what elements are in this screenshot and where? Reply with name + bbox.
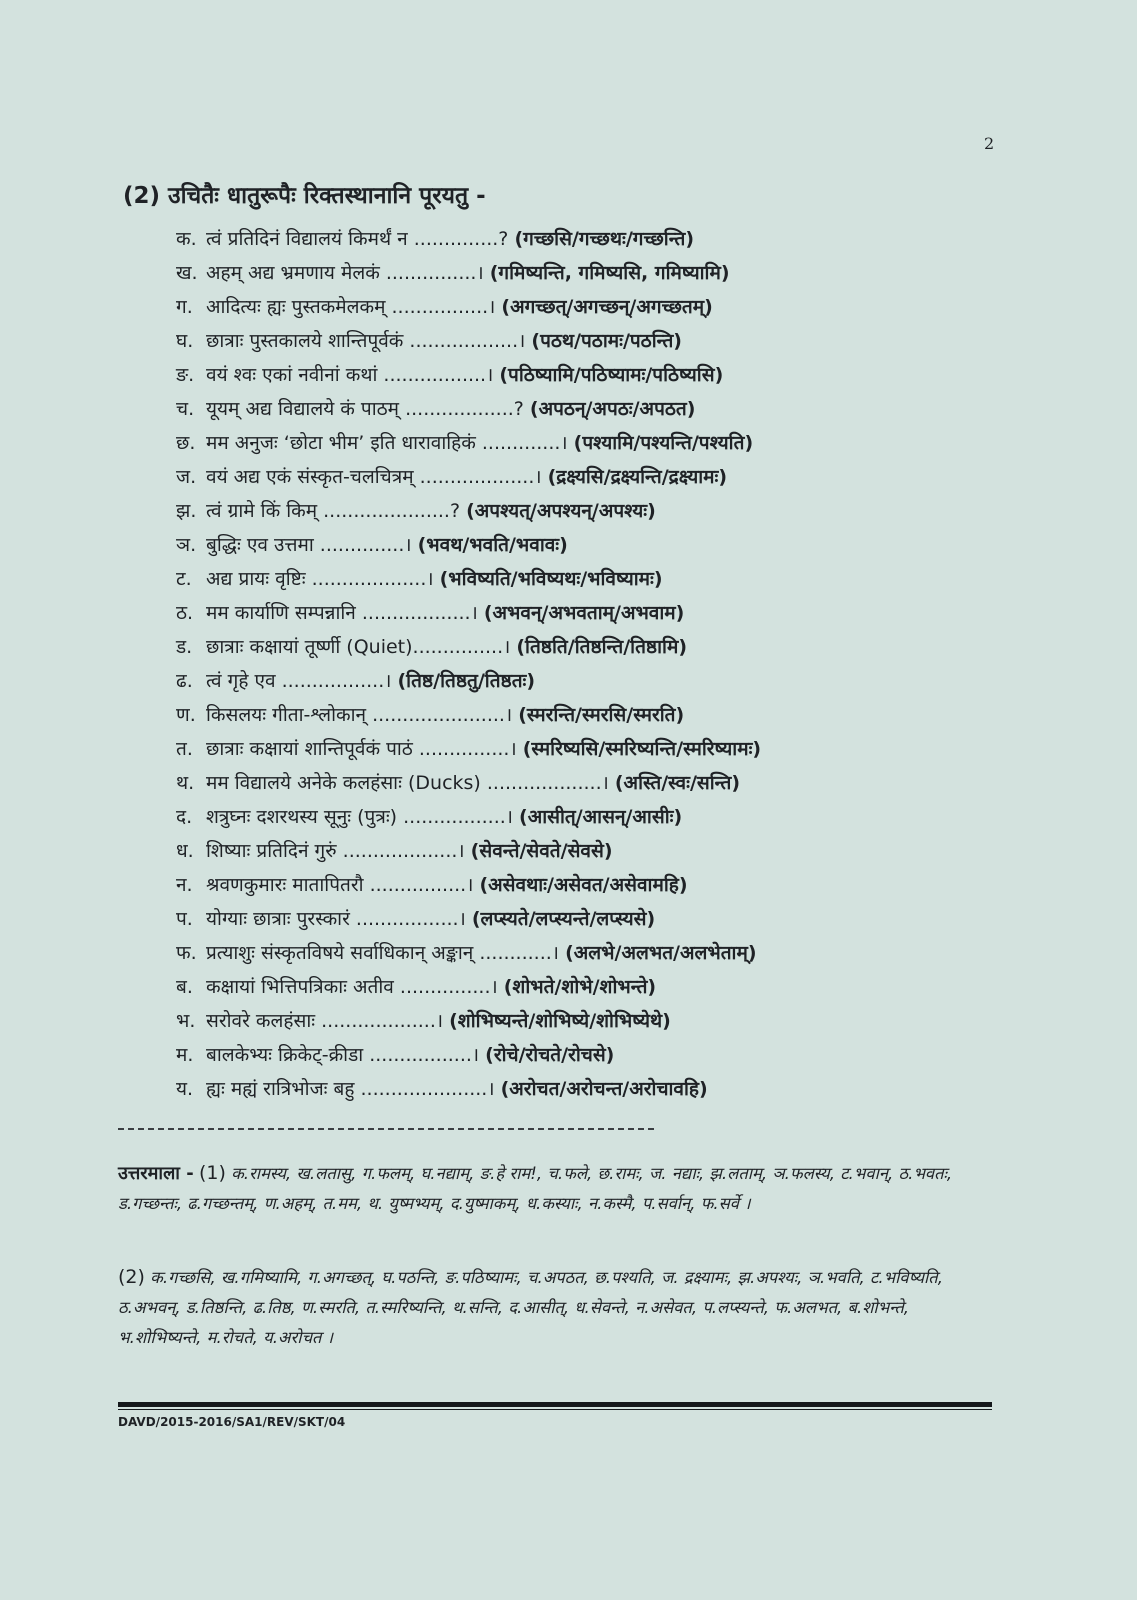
question-text: कक्षायां भित्तिपत्रिकाः अतीव ...............।: [206, 976, 498, 998]
question-options: (तिष्ठति/तिष्ठन्ति/तिष्ठामि): [516, 636, 688, 658]
question-options: (भवथ/भवति/भवावः): [417, 534, 568, 556]
question-letter: न.: [176, 874, 193, 896]
question-text: शत्रुघ्नः दशरथस्य सूनुः (पुत्रः) .................।: [206, 806, 513, 828]
question-letter: छ.: [176, 432, 196, 454]
question-item: [176, 936, 761, 970]
question-options: (पठथ/पठामः/पठन्ति): [531, 330, 682, 352]
question-options: (अभवन्/अभवताम्/अभवाम): [483, 602, 685, 624]
question-letter: ग.: [176, 296, 193, 318]
footer-thick-rule: [118, 1402, 992, 1407]
question-text: आदित्यः ह्यः पुस्तकमेलकम् ................।: [206, 296, 496, 318]
question-letter: ड.: [176, 636, 193, 658]
question-letter: ठ.: [176, 602, 194, 624]
question-text: श्रवणकुमारः मातापितरौ ................।: [206, 874, 474, 896]
question-item: [176, 256, 761, 290]
question-item: [176, 766, 761, 800]
question-item: [176, 630, 761, 664]
question-options: (स्मरन्ति/स्मरसि/स्मरति): [518, 704, 685, 726]
question-options: (असेवथाः/असेवत/असेवामहि): [479, 874, 688, 896]
question-options: (अरोचत/अरोचन्त/अरोचावहि): [500, 1078, 708, 1100]
question-item: [176, 562, 761, 596]
question-item: [176, 222, 761, 256]
question-text: मम कार्याणि सम्पन्नानि ..................।: [206, 602, 478, 624]
question-text: प्रत्याशुः संस्कृतविषये सर्वाधिकान् अङ्कान् ............।: [206, 942, 560, 964]
question-options: (अगच्छत्/अगच्छन्/अगच्छतम्): [501, 296, 713, 318]
question-options: (द्रक्ष्यसि/द्रक्ष्यन्ति/द्रक्ष्यामः): [547, 466, 728, 488]
question-item: [176, 1038, 761, 1072]
question-text: अहम् अद्य भ्रमणाय मेलकं ...............।: [206, 262, 484, 284]
question-item: [176, 732, 761, 766]
question-options: (सेवन्ते/सेवते/सेवसे): [470, 840, 613, 862]
question-item: [176, 902, 761, 936]
question-options: (अपठन्/अपठः/अपठत): [529, 398, 696, 420]
question-item: [176, 528, 761, 562]
question-text: योग्याः छात्राः पुरस्कारं .................।: [206, 908, 466, 930]
question-options: (अस्ति/स्वः/सन्ति): [614, 772, 741, 794]
question-options: (गच्छसि/गच्छथः/गच्छन्ति): [514, 228, 695, 250]
question-text: किसलयः गीता-श्लोकान् ......................।: [206, 704, 513, 726]
question-options: (शोभिष्यन्ते/शोभिष्ये/शोभिष्येथे): [449, 1010, 671, 1032]
question-item: [176, 290, 761, 324]
question-item: [176, 868, 761, 902]
question-letter: प.: [176, 908, 193, 930]
question-text: वयं अद्य एकं संस्कृत-चलचित्रम् ...................।: [206, 466, 542, 488]
answer-key-part2-text: क.गच्छसि, ख.गमिष्यामि, ग.अगच्छत्, घ.पठन्ति, ङ.पठिष्यामः, च.अपठत, छ.पश्यति, ज. द्रक्ष्यामः, झ.अपश्यः, ञ.भवति, ट.भविष्यति, ठ.अभवन्, ड.तिष्ठन्ति, ढ.तिष्ठ, ण.स्मरति, त.स्मरिष्यन्ति, थ.सन्ति, द.आसीत्, ध.सेवन्ते, न.असेवत, प.लप्स्यन्ते, फ.अलभत, ब.शोभन्ते, भ.शोभिष्यन्ते, म.रोचते, य.अरोचत ।: [118, 1268, 943, 1347]
question-letter: च.: [176, 398, 195, 420]
question-text: छात्राः कक्षायां तूर्ष्णी (Quiet)...............।: [206, 636, 511, 658]
dashed-separator: [118, 1128, 654, 1130]
question-item: [176, 800, 761, 834]
question-item: [176, 970, 761, 1004]
question-letter: द.: [176, 806, 193, 828]
question-item: [176, 596, 761, 630]
question-letter: क.: [176, 228, 197, 250]
question-options: (आसीत्/आसन्/आसीः): [519, 806, 683, 828]
section-heading: (2) उचितैः धातुरूपैः रिक्तस्थानानि पूरयतु -: [123, 183, 486, 209]
answer-key-label: उत्तरमाला -: [118, 1163, 194, 1184]
answer-key-part-1: [118, 1158, 990, 1219]
question-options: (तिष्ठ/तिष्ठतु/तिष्ठतः): [397, 670, 536, 692]
question-letter: य.: [176, 1078, 194, 1100]
question-letter: त.: [176, 738, 193, 760]
question-text: अद्य प्रायः वृष्टिः ...................।: [206, 568, 434, 590]
question-letter: ढ.: [176, 670, 193, 692]
footer-thin-rule: [118, 1409, 992, 1410]
question-options: (रोचे/रोचते/रोचसे): [485, 1044, 615, 1066]
page-number: 2: [984, 134, 995, 153]
question-item: [176, 834, 761, 868]
question-letter: ध.: [176, 840, 194, 862]
question-item: [176, 664, 761, 698]
answer-key-part1-text: क.रामस्य, ख.लतासु, ग.फलम्, घ.नद्याम्, ङ.हे राम!, च.फले, छ.रामः, ज. नद्याः, झ.लताम्, ञ.फलस्य, ट.भवान्, ठ.भवतः, ड.गच्छन्तः, ढ.गच्छन्तम्, ण.अहम्, त.मम, थ. युष्मभ्यम्, द.युष्माकम्, ध.कस्याः, न.कस्मै, प.सर्वान्, फ.सर्वे ।: [118, 1164, 953, 1213]
question-options: (पठिष्यामि/पठिष्यामः/पठिष्यसि): [499, 364, 724, 386]
question-letter: ब.: [176, 976, 193, 998]
question-text: छात्राः कक्षायां शान्तिपूर्वकं पाठं ...............।: [206, 738, 517, 760]
question-options: (स्मरिष्यसि/स्मरिष्यन्ति/स्मरिष्यामः): [522, 738, 762, 760]
question-text: त्वं गृहे एव .................।: [206, 670, 392, 692]
question-letter: ख.: [176, 262, 198, 284]
question-item: [176, 494, 761, 528]
question-text: वयं श्वः एकां नवीनां कथां .................।: [206, 364, 494, 386]
question-text: यूयम् अद्य विद्यालये कं पाठम् ..................?: [206, 398, 524, 420]
question-item: [176, 1004, 761, 1038]
question-text: मम अनुजः ‘छोटा भीम’ इति धारावाहिकं .............।: [206, 432, 568, 454]
question-text: मम विद्यालये अनेके कलहंसाः (Ducks) ...................।: [206, 772, 609, 794]
question-letter: फ.: [176, 942, 197, 964]
question-item: [176, 358, 761, 392]
question-item: [176, 392, 761, 426]
question-item: [176, 698, 761, 732]
question-options: (शोभते/शोभे/शोभन्ते): [503, 976, 657, 998]
question-list: [176, 222, 761, 1106]
question-options: (अपश्यत्/अपश्यन्/अपश्यः): [466, 500, 656, 522]
question-text: सरोवरे कलहंसाः ...................।: [206, 1010, 444, 1032]
question-item: [176, 1072, 761, 1106]
question-letter: म.: [176, 1044, 194, 1066]
question-item: [176, 460, 761, 494]
answer-key-part-2: [118, 1262, 990, 1353]
footer-code: DAVD/2015-2016/SA1/REV/SKT/04: [118, 1415, 346, 1429]
question-options: (भविष्यति/भविष्यथः/भविष्यामः): [439, 568, 663, 590]
question-text: शिष्याः प्रतिदिनं गुरुं ...................।: [206, 840, 465, 862]
question-text: छात्राः पुस्तकालये शान्तिपूर्वकं ..................।: [206, 330, 526, 352]
question-options: (लप्स्यते/लप्स्यन्ते/लप्स्यसे): [471, 908, 656, 930]
question-text: त्वं ग्रामे किं किम् .....................?: [206, 500, 461, 522]
question-letter: झ.: [176, 500, 197, 522]
question-letter: घ.: [176, 330, 194, 352]
question-letter: ञ.: [176, 534, 197, 556]
question-options: (अलभे/अलभत/अलभेताम्): [565, 942, 757, 964]
question-text: बालकेभ्यः क्रिकेट्-क्रीडा .................।: [206, 1044, 480, 1066]
question-options: (पश्यामि/पश्यन्ति/पश्यति): [573, 432, 754, 454]
question-item: [176, 324, 761, 358]
question-letter: ट.: [176, 568, 192, 590]
question-letter: ङ.: [176, 364, 195, 386]
question-letter: भ.: [176, 1010, 196, 1032]
question-letter: ज.: [176, 466, 197, 488]
question-options: (गमिष्यन्ति, गमिष्यसि, गमिष्यामि): [489, 262, 730, 284]
answer-key-part2-number: (2): [118, 1266, 145, 1288]
question-text: त्वं प्रतिदिनं विद्यालयं किमर्थं न ..............?: [206, 228, 509, 250]
answer-key-part1-number: (1): [198, 1162, 226, 1184]
question-text: बुद्धिः एव उत्तमा ..............।: [206, 534, 412, 556]
question-text: ह्यः मह्यं रात्रिभोजः बहु .....................।: [206, 1078, 495, 1100]
question-letter: ण.: [176, 704, 196, 726]
question-letter: थ.: [176, 772, 195, 794]
question-item: [176, 426, 761, 460]
